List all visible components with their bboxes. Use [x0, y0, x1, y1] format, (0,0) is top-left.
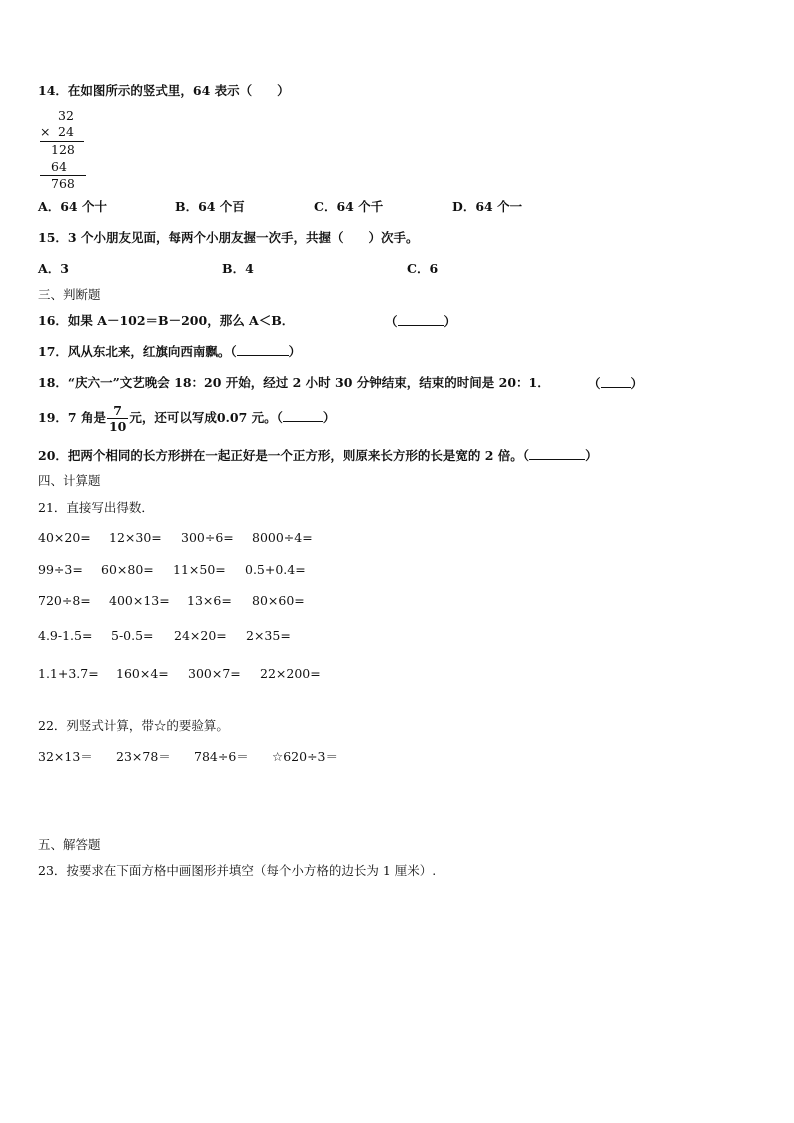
- close-paren: ）: [443, 314, 457, 329]
- close-paren: ）: [585, 448, 598, 463]
- q14-option-b[interactable]: B．64 个百: [175, 199, 245, 214]
- close-paren: ）: [288, 344, 302, 359]
- calc-item: 5-0.5=: [111, 628, 154, 643]
- multiplier: 24: [58, 124, 74, 139]
- section-heading-3: 三、判断题: [38, 287, 101, 302]
- calc-item: 0.5+0.4=: [245, 562, 306, 577]
- q14-option-a[interactable]: A．64 个十: [38, 199, 107, 214]
- product: 768: [51, 176, 75, 191]
- times-sign: ×: [40, 124, 51, 139]
- q20-text: 20．把两个相同的长方形拼在一起正好是一个正方形，则原来长方形的长是宽的 2 倍。（: [38, 448, 530, 463]
- answer-blank[interactable]: [283, 408, 323, 422]
- calc-item: 80×60=: [252, 593, 305, 608]
- fraction-numerator: 7: [107, 403, 128, 419]
- calc-item: 720÷8=: [38, 593, 91, 608]
- calc-item: 13×6=: [187, 593, 232, 608]
- close-paren: ）: [322, 410, 336, 425]
- calc-item: 4.9-1.5=: [38, 628, 93, 643]
- calc-item: 11×50=: [173, 562, 226, 577]
- calc-item: 300×7=: [188, 666, 241, 681]
- calc-item: 8000÷4=: [252, 530, 313, 545]
- section-heading-4: 四、计算题: [38, 473, 101, 488]
- open-paren: （: [588, 376, 601, 391]
- open-paren: （: [385, 314, 398, 329]
- q19-suffix: 元，还可以写成0.07 元。（: [129, 410, 283, 425]
- q23-stem: 23．按要求在下面方格中画图形并填空（每个小方格的边长为 1 厘米）.: [38, 863, 437, 878]
- partial-product-2: 64: [51, 159, 67, 174]
- answer-blank[interactable]: [601, 374, 631, 388]
- q17-line: [38, 342, 301, 361]
- vertical-calc-item: 32×13＝: [38, 749, 93, 764]
- q19-line: [38, 399, 335, 437]
- calc-item: 400×13=: [109, 593, 170, 608]
- q21-stem: 21．直接写出得数．: [38, 500, 154, 515]
- vertical-calc-item: 23×78＝: [116, 749, 171, 764]
- calc-item: 300÷6=: [181, 530, 234, 545]
- calc-item: 22×200=: [260, 666, 321, 681]
- answer-blank[interactable]: [398, 312, 444, 326]
- q18-answer-slot[interactable]: [588, 374, 643, 393]
- calc-item: 60×80=: [101, 562, 154, 577]
- fraction-denominator: 10: [108, 419, 127, 434]
- calc-item: 40×20=: [38, 530, 91, 545]
- calc-item: 24×20=: [174, 628, 227, 643]
- q15-option-a[interactable]: A．3: [38, 261, 69, 276]
- q16-answer-slot[interactable]: [385, 312, 456, 331]
- q17-text: 17．风从东北来，红旗向西南飘。（: [38, 344, 237, 359]
- q15-option-c[interactable]: C．6: [407, 261, 439, 276]
- section-heading-5: 五、解答题: [38, 837, 101, 852]
- fraction-seven-tenths: [107, 403, 128, 434]
- answer-blank[interactable]: [237, 342, 289, 356]
- answer-blank[interactable]: [529, 446, 585, 460]
- q20-line: [38, 446, 598, 465]
- q14-stem: 14．在如图所示的竖式里，64 表示（ ）: [38, 83, 290, 98]
- q19-prefix: 19．7 角是: [38, 410, 106, 425]
- q16-text: 16．如果 A－102＝B－200，那么 A＜B．: [38, 313, 295, 328]
- calc-item: 1.1+3.7=: [38, 666, 99, 681]
- calc-item: 99÷3=: [38, 562, 83, 577]
- multiplicand: 32: [58, 108, 74, 123]
- q14-option-d[interactable]: D．64 个一: [452, 199, 523, 214]
- calc-item: 12×30=: [109, 530, 162, 545]
- vertical-calc-item: 784÷6＝: [194, 749, 249, 764]
- calc-item: 2×35=: [246, 628, 291, 643]
- close-paren: ）: [630, 376, 644, 391]
- q14-option-c[interactable]: C．64 个千: [314, 199, 384, 214]
- partial-product-1: 128: [51, 142, 75, 157]
- vertical-calc-item: ☆620÷3＝: [272, 749, 338, 764]
- q18-text: 18．“庆六一”文艺晚会 18：20 开始，经过 2 小时 30 分钟结束，结束的时间是 20：1．: [38, 375, 550, 390]
- calc-item: 160×4=: [116, 666, 169, 681]
- q15-option-b[interactable]: B．4: [222, 261, 254, 276]
- q22-stem: 22．列竖式计算，带☆的要验算。: [38, 718, 229, 733]
- q15-stem: 15．3 个小朋友见面，每两个小朋友握一次手，共握（ ）次手。: [38, 230, 419, 245]
